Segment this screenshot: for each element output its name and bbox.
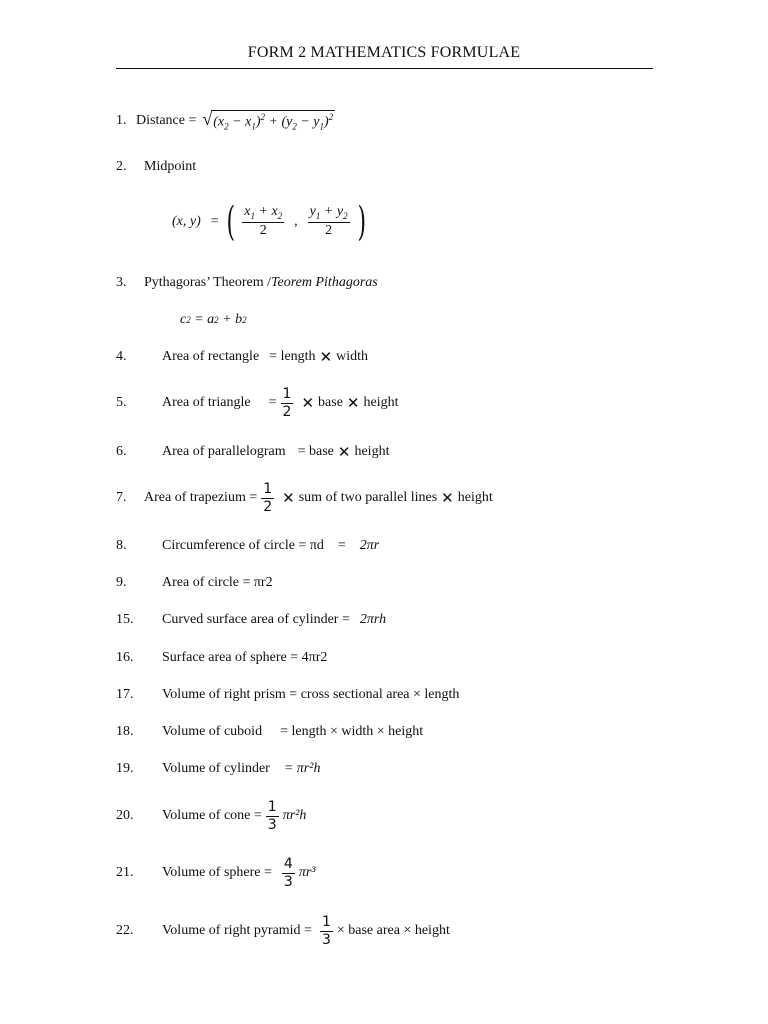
- times-symbol: ✕: [346, 394, 360, 413]
- item-number: 19.: [116, 761, 134, 776]
- formula-expression-end: height: [363, 395, 399, 411]
- formula-volume-cuboid: [116, 724, 423, 740]
- formula-label: Area of rectangle: [162, 349, 260, 364]
- formula-label: Pythagoras’ Theorem /: [144, 275, 272, 290]
- item-number: 16.: [116, 650, 134, 665]
- formula-curved-surface-cylinder: [116, 612, 386, 628]
- formula-label: Volume of right pyramid =: [162, 923, 312, 939]
- formula-expression: = base: [297, 444, 334, 459]
- item-number: 6.: [116, 444, 127, 459]
- formula-label: Area of triangle: [162, 395, 251, 411]
- page-title: FORM 2 MATHEMATICS FORMULAE: [247, 44, 521, 61]
- formula-expression: = length: [269, 349, 316, 364]
- formula-volume-sphere: [116, 857, 316, 889]
- times-symbol: ✕: [301, 394, 315, 413]
- formula-volume-cylinder: [116, 761, 320, 777]
- formula-expression: 2πrh: [359, 612, 387, 627]
- formula-expression: πr²h: [282, 808, 307, 824]
- formula-area-triangle: [116, 387, 399, 419]
- formula-label: Volume of cone =: [162, 808, 262, 824]
- formula-label: Volume of cylinder: [162, 761, 270, 776]
- formula-expression: 2πr: [359, 538, 380, 553]
- fraction-half: $\frac{1}{2}$: [263, 481, 273, 515]
- formula-label: Volume of sphere =: [162, 865, 272, 881]
- item-number: 2.: [116, 159, 127, 174]
- item-number: 5.: [116, 395, 127, 411]
- formula-label: Surface area of sphere = 4πr2: [162, 650, 328, 665]
- formula-label: Area of trapezium =: [144, 490, 258, 506]
- formula-expression: = length × width × height: [280, 724, 424, 739]
- item-number: 1.: [116, 112, 127, 128]
- formula-area-circle: [116, 575, 273, 591]
- formula-expression: = πr²h: [283, 761, 321, 776]
- formula-label: Area of parallelogram: [162, 444, 286, 459]
- formula-expression: πr³: [298, 865, 316, 881]
- formula-label: Volume of cuboid: [162, 724, 263, 739]
- formula-pythagoras-expression: c 2 = a 2 + b 2: [180, 312, 247, 327]
- distance-sqrt-expression: √ $(x_2 - x_1)^2 + (y_2 - y_1)^2$: [202, 109, 334, 132]
- formula-expression-end: height: [354, 444, 390, 459]
- formula-midpoint-expression: (x, y) = ( $\frac{x_1 + x_2}{2}$ , $\frac{y_1 + y_2}{2}$ ): [172, 199, 366, 245]
- item-number: 3.: [116, 275, 127, 290]
- formula-area-trapezium: [116, 482, 493, 514]
- formula-label: Area of circle = πr2: [162, 575, 273, 590]
- formula-label: Distance =: [136, 112, 197, 128]
- item-number: 7.: [116, 490, 127, 506]
- item-number: 8.: [116, 538, 127, 553]
- item-number: 4.: [116, 349, 127, 364]
- item-number: 18.: [116, 724, 134, 739]
- title-underline: [116, 68, 653, 69]
- formula-expression: base: [318, 395, 343, 411]
- formula-area-rectangle: [116, 348, 368, 366]
- equals-sign: =: [268, 395, 277, 411]
- fraction-half: $\frac{1}{2}$: [282, 386, 292, 420]
- fraction-third: $\frac{1}{3}$: [267, 799, 277, 833]
- equals-sign: =: [337, 538, 346, 553]
- formula-volume-pyramid: [116, 915, 450, 947]
- formula-label: Midpoint: [144, 159, 197, 174]
- item-number: 17.: [116, 687, 134, 702]
- formula-label: Circumference of circle = πd: [162, 538, 324, 553]
- formula-circumference: [116, 538, 379, 554]
- times-symbol: ✕: [337, 443, 351, 461]
- formula-label-malay: Teorem Pithagoras: [271, 275, 378, 290]
- item-number: 20.: [116, 808, 134, 824]
- formula-midpoint-label: [116, 159, 196, 175]
- formula-expression: sum of two parallel lines: [298, 490, 438, 506]
- times-symbol: ✕: [319, 348, 333, 366]
- item-number: 21.: [116, 865, 134, 881]
- fraction-third: $\frac{1}{3}$: [321, 914, 331, 948]
- formula-label: Volume of right prism = cross sectional area × length: [162, 687, 460, 702]
- formula-expression-end: height: [457, 490, 493, 506]
- times-symbol: ✕: [282, 489, 295, 508]
- formula-label: Curved surface area of cylinder =: [162, 612, 350, 627]
- formula-surface-sphere: [116, 650, 327, 666]
- formula-expression: × base area × height: [336, 923, 450, 939]
- formula-volume-cone: [116, 800, 306, 832]
- fraction-four-thirds: $\frac{4}{3}$: [283, 856, 293, 890]
- formula-volume-prism: [116, 687, 459, 703]
- item-number: 15.: [116, 612, 134, 627]
- formula-distance: [116, 110, 335, 131]
- item-number: 22.: [116, 923, 134, 939]
- formula-pythagoras-label: [116, 275, 378, 291]
- item-number: 9.: [116, 575, 127, 590]
- times-symbol: ✕: [441, 489, 454, 508]
- formula-expression-end: width: [336, 349, 369, 364]
- formula-area-parallelogram: [116, 443, 389, 461]
